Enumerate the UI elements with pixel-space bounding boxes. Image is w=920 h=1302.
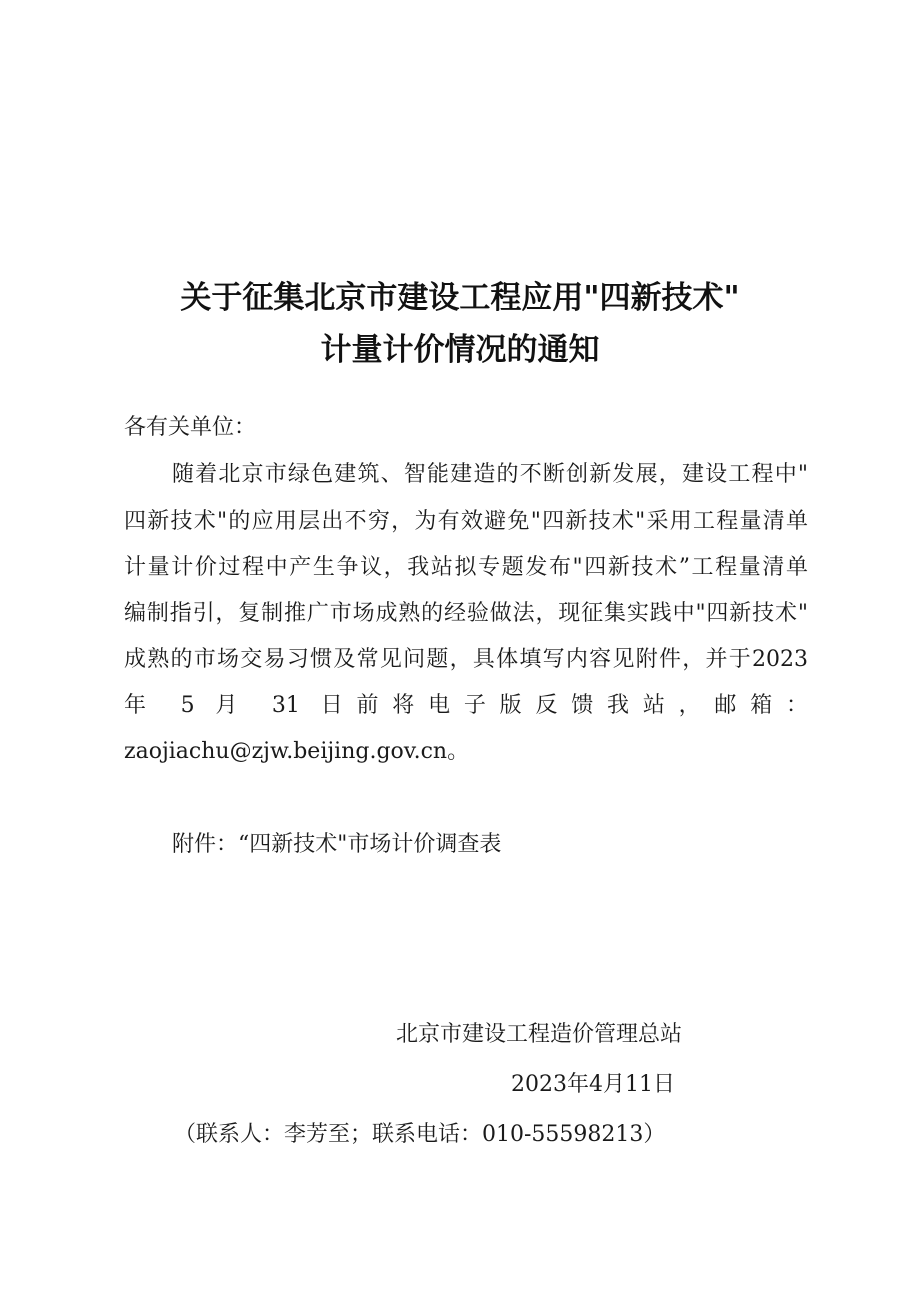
body-line: 年 5 月 31 日前将电子版反馈我站，邮箱： bbox=[124, 693, 808, 718]
body-line: 成熟的市场交易习惯及常见问题，具体填写内容见附件，并于2023 bbox=[124, 647, 808, 672]
issuing-organization: 北京市建设工程造价管理总站 bbox=[396, 1022, 683, 1047]
body-line: 计量计价过程中产生争议，我站拟专题发布"四新技术”工程量清单 bbox=[124, 555, 808, 580]
salutation: 各有关单位： bbox=[124, 415, 257, 440]
issue-date: 2023年4月11日 bbox=[511, 1072, 675, 1097]
body-line: 编制指引，复制推广市场成熟的经验做法，现征集实践中"四新技术" bbox=[124, 601, 808, 626]
notice-title-line-2: 计量计价情况的通知 bbox=[320, 332, 600, 368]
body-line: 四新技术"的应用层出不穷，为有效避免"四新技术"采用工程量清单 bbox=[124, 509, 808, 534]
contact-info: （联系人：李芳至；联系电话：010-55598213） bbox=[174, 1122, 666, 1147]
body-line: 随着北京市绿色建筑、智能建造的不断创新发展，建设工程中" bbox=[172, 462, 808, 487]
notice-title-line-1: 关于征集北京市建设工程应用"四新技术" bbox=[180, 280, 740, 316]
email-address: zaojiachu@zjw.beijing.gov.cn。 bbox=[124, 739, 470, 764]
attachment-note: 附件：“四新技术"市场计价调查表 bbox=[172, 832, 502, 857]
